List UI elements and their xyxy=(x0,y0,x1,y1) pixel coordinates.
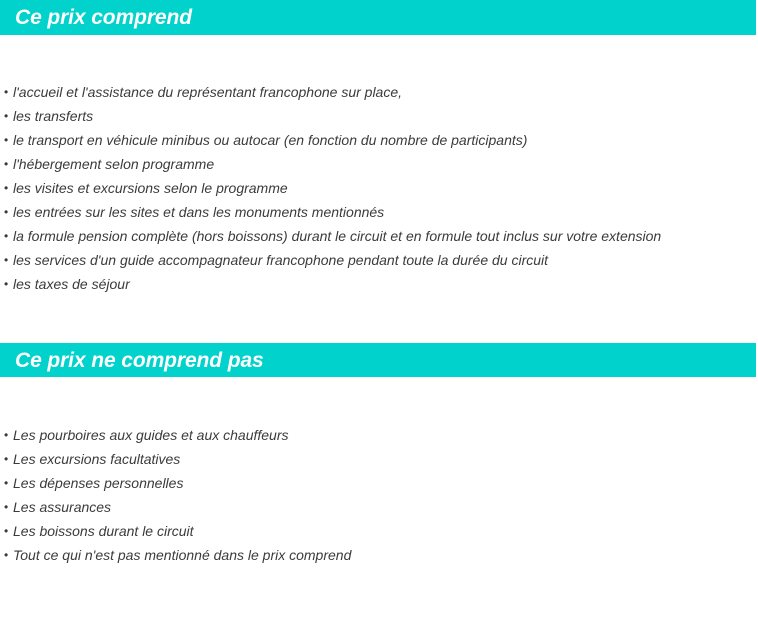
list-item xyxy=(0,272,758,296)
bullet-icon: • xyxy=(4,277,9,291)
bullet-icon: • xyxy=(4,133,9,147)
list-item xyxy=(0,543,758,567)
list-item-label: l'hébergement selon programme xyxy=(13,156,215,172)
bullet-icon: • xyxy=(4,109,9,123)
list-item xyxy=(0,80,758,104)
bullet-icon: • xyxy=(4,476,9,490)
list-item xyxy=(0,423,758,447)
section-header-price-includes xyxy=(0,0,756,35)
list-item-label: Les dépenses personnelles xyxy=(13,475,184,491)
section-title-price-includes: Ce prix comprend xyxy=(15,6,192,29)
list-item xyxy=(0,248,758,272)
list-item-label: Tout ce qui n'est pas mentionné dans le prix comprend xyxy=(13,547,352,563)
bullet-icon: • xyxy=(4,500,9,514)
list-item xyxy=(0,200,758,224)
list-item-label: les visites et excursions selon le programme xyxy=(13,180,288,196)
list-item-label: Les assurances xyxy=(13,499,112,515)
bullet-icon: • xyxy=(4,524,9,538)
list-item-label: les services d'un guide accompagnateur francophone pendant toute la durée du circuit xyxy=(13,252,549,268)
list-item-label: les transferts xyxy=(13,108,94,124)
list-item-label: les entrées sur les sites et dans les monuments mentionnés xyxy=(13,204,385,220)
list-item-label: les taxes de séjour xyxy=(13,276,130,292)
bullet-icon: • xyxy=(4,548,9,562)
list-item xyxy=(0,495,758,519)
bullet-icon: • xyxy=(4,205,9,219)
bullet-icon: • xyxy=(4,181,9,195)
price-excludes-list xyxy=(0,423,758,567)
list-item xyxy=(0,519,758,543)
list-item-label: l'accueil et l'assistance du représentant francophone sur place, xyxy=(13,84,403,100)
list-item-label: Les excursions facultatives xyxy=(13,451,181,467)
price-includes-list xyxy=(0,80,758,296)
section-header-price-excludes xyxy=(0,343,756,377)
list-item-label: le transport en véhicule minibus ou autocar (en fonction du nombre de participants) xyxy=(13,132,528,148)
section-title-price-excludes: Ce prix ne comprend pas xyxy=(15,348,264,372)
list-item xyxy=(0,224,758,248)
bullet-icon: • xyxy=(4,253,9,267)
list-item xyxy=(0,176,758,200)
list-item xyxy=(0,447,758,471)
list-item-label: Les boissons durant le circuit xyxy=(13,523,194,539)
bullet-icon: • xyxy=(4,229,9,243)
list-item-label: Les pourboires aux guides et aux chauffeurs xyxy=(13,427,289,443)
bullet-icon: • xyxy=(4,85,9,99)
bullet-icon: • xyxy=(4,452,9,466)
list-item xyxy=(0,152,758,176)
bullet-icon: • xyxy=(4,428,9,442)
list-item xyxy=(0,471,758,495)
list-item-label: la formule pension complète (hors boissons) durant le circuit et en formule tout inclus sur votre extension xyxy=(13,228,662,244)
bullet-icon: • xyxy=(4,157,9,171)
list-item xyxy=(0,104,758,128)
list-item xyxy=(0,128,758,152)
